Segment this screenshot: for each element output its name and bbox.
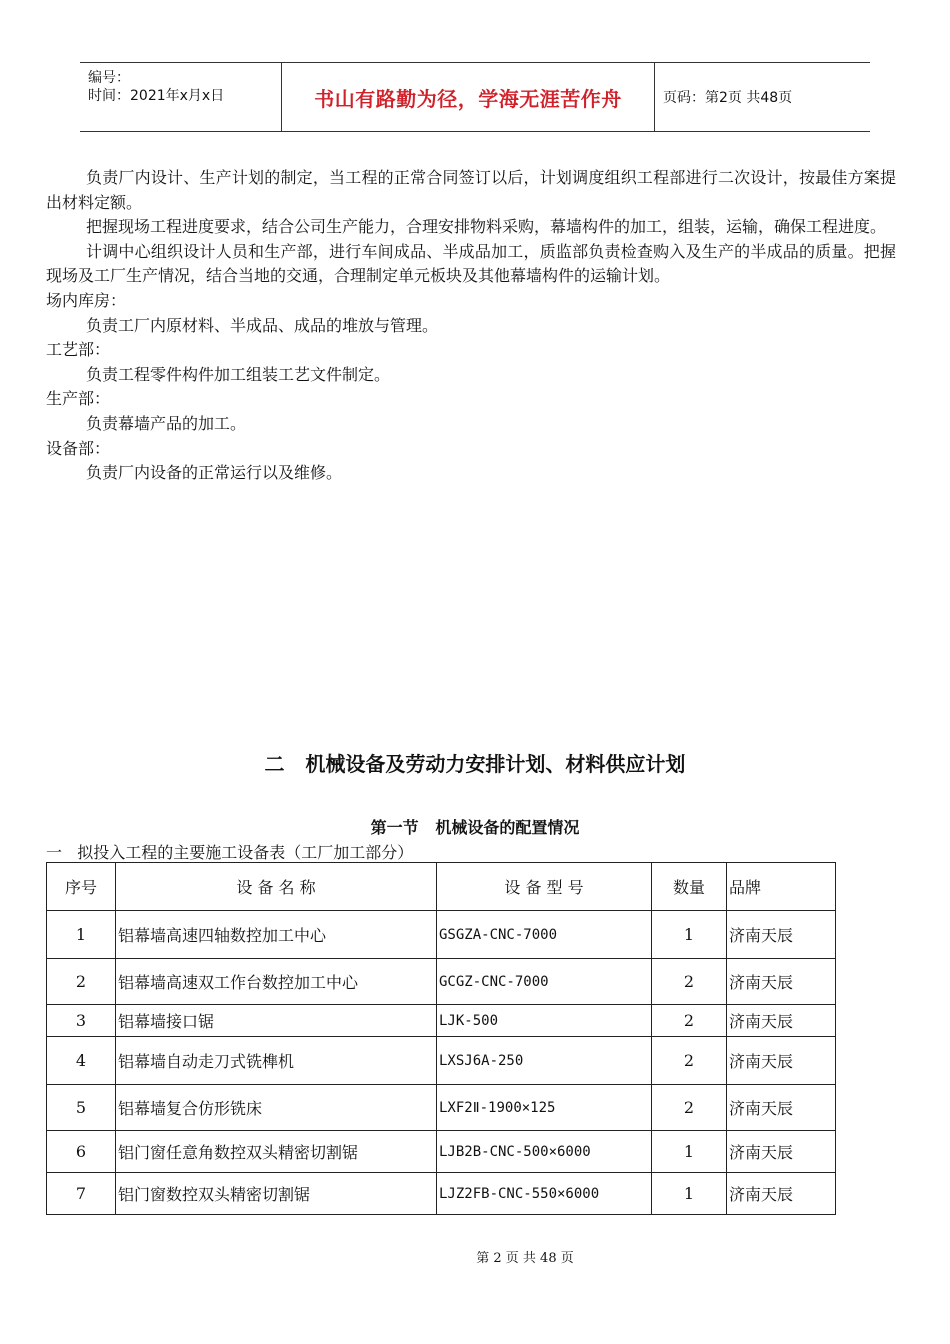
- paragraph: 把握现场工程进度要求，结合公司生产能力，合理安排物料采购，幕墙构件的加工，组装，运输，确保工程进度。: [86, 217, 887, 237]
- table-cell: 济南天辰: [727, 1173, 836, 1215]
- table-cell: 济南天辰: [727, 1005, 836, 1037]
- table-cell: 铝幕墙自动走刀式铣榫机: [116, 1037, 437, 1085]
- table-cell: LXF2Ⅱ-1900×125: [437, 1085, 652, 1131]
- table-cell: 3: [47, 1005, 116, 1037]
- table-cell: 济南天辰: [727, 911, 836, 959]
- table-cell: 1: [652, 1131, 727, 1173]
- header-cell: 数量: [652, 863, 727, 911]
- table-cell: 铝幕墙复合仿形铣床: [116, 1085, 437, 1131]
- number-label: 编号：: [88, 70, 130, 86]
- header-page-cell: [655, 63, 878, 131]
- table-row: [47, 1037, 836, 1085]
- table-cell: 6: [47, 1131, 116, 1173]
- section-subtitle: 第一节 机械设备的配置情况: [370, 818, 580, 837]
- table-cell: LXSJ6A-250: [437, 1037, 652, 1085]
- table-cell: 2: [47, 959, 116, 1005]
- table-cell: 1: [652, 1173, 727, 1215]
- table-cell: 4: [47, 1037, 116, 1085]
- table-cell: 5: [47, 1085, 116, 1131]
- paragraph: 负责厂内设计、生产计划的制定，当工程的正常合同签订以后，计划调度组织工程部进行二次设计，按最佳方案提出材料定额。: [46, 168, 896, 212]
- paragraph: 负责工程零件构件加工组装工艺文件制定。: [86, 364, 391, 384]
- header-cell: 序号: [47, 863, 116, 911]
- table-cell: 1: [47, 911, 116, 959]
- header-info-cell: [80, 63, 282, 131]
- header-page-number: 页码：第2页 共48页: [663, 90, 793, 106]
- page-footer: 第 2 页 共 48 页: [476, 1251, 574, 1266]
- section-title: 二 机械设备及劳动力安排计划、材料供应计划: [264, 752, 686, 776]
- table-cell: 济南天辰: [727, 1085, 836, 1131]
- date-label: 时间：2021年x月x日: [88, 88, 225, 104]
- header-cell: 设 备 名 称: [116, 863, 437, 911]
- table-header-row: [47, 863, 836, 911]
- table-row: [47, 1173, 836, 1215]
- table-row: [47, 959, 836, 1005]
- table-cell: 2: [652, 1085, 727, 1131]
- paragraph: 负责幕墙产品的加工。: [86, 413, 247, 433]
- table-cell: 济南天辰: [727, 959, 836, 1005]
- table-cell: GCGZ-CNC-7000: [437, 959, 652, 1005]
- department-label: 设备部：: [46, 438, 111, 458]
- paragraph: 计调中心组织设计人员和生产部，进行车间成品、半成品加工，质监部负责检查购入及生产的半成品的质量。把握现场及工厂生产情况，结合当地的交通，合理制定单元板块及其他幕墙构件的运输计划。: [46, 241, 896, 286]
- body-text: [46, 166, 896, 486]
- table-cell: 2: [652, 1037, 727, 1085]
- department-label: 场内库房：: [46, 290, 127, 310]
- table-row: [47, 1131, 836, 1173]
- table-cell: 济南天辰: [727, 1131, 836, 1173]
- table-cell: 铝幕墙高速四轴数控加工中心: [116, 911, 437, 959]
- equipment-table: [46, 862, 836, 1215]
- page-header: [80, 62, 870, 132]
- header-cell: 品牌: [727, 863, 836, 911]
- table-cell: 济南天辰: [727, 1037, 836, 1085]
- table-intro: 一 拟投入工程的主要施工设备表（工厂加工部分）: [46, 843, 414, 862]
- paragraph: 负责工厂内原材料、半成品、成品的堆放与管理。: [86, 315, 439, 335]
- paragraph: 负责厂内设备的正常运行以及维修。: [86, 463, 343, 483]
- department-label: 工艺部：: [46, 340, 111, 360]
- department-label: 生产部：: [46, 389, 111, 409]
- table-cell: 铝门窗任意角数控双头精密切割锯: [116, 1131, 437, 1173]
- motto-text: 书山有路勤为径，学海无涯苦作舟: [314, 86, 622, 111]
- table-cell: LJK-500: [437, 1005, 652, 1037]
- table-cell: 铝幕墙高速双工作台数控加工中心: [116, 959, 437, 1005]
- table-row: [47, 911, 836, 959]
- table-row: [47, 1005, 836, 1037]
- table-cell: LJB2B-CNC-500×6000: [437, 1131, 652, 1173]
- table-cell: 铝幕墙接口锯: [116, 1005, 437, 1037]
- table-cell: 铝门窗数控双头精密切割锯: [116, 1173, 437, 1215]
- table-cell: 1: [652, 911, 727, 959]
- header-cell: 设 备 型 号: [437, 863, 652, 911]
- table-cell: 7: [47, 1173, 116, 1215]
- header-motto-cell: [282, 63, 655, 131]
- table-cell: 2: [652, 959, 727, 1005]
- table-cell: 2: [652, 1005, 727, 1037]
- table-cell: GSGZA-CNC-7000: [437, 911, 652, 959]
- table-row: [47, 1085, 836, 1131]
- table-cell: LJZ2FB-CNC-550×6000: [437, 1173, 652, 1215]
